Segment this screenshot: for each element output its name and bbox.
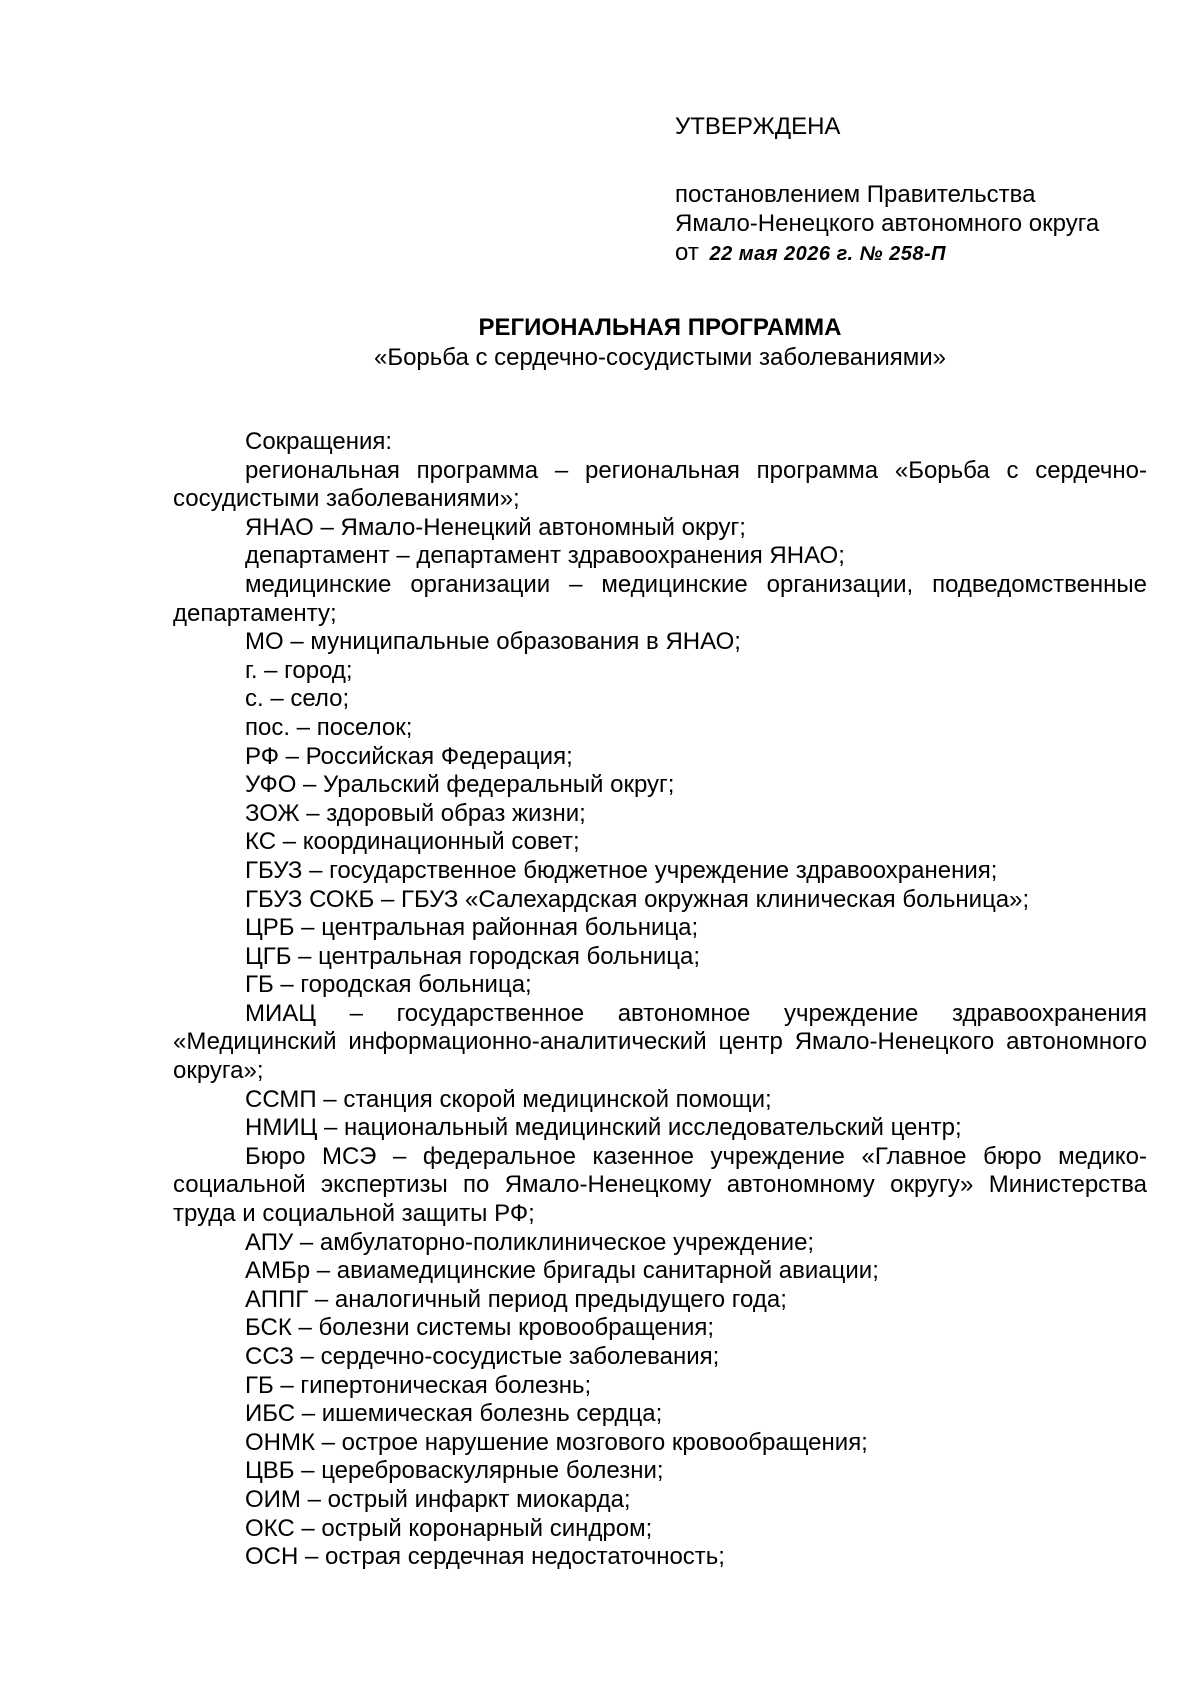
abbreviation-item: Бюро МСЭ – федеральное казенное учреждение «Главное бюро медико-социальной экспертизы по Ямало-Ненецкому автономному округу» Министерства труда и социальной защиты РФ;	[173, 1142, 1147, 1228]
abbreviation-item: ОСН – острая сердечная недостаточность;	[245, 1543, 725, 1571]
document-subtitle: «Борьба с сердечно-сосудистыми заболеваниями»	[373, 344, 947, 371]
abbreviation-item: МИАЦ – государственное автономное учреждение здравоохранения «Медицинский информационно-аналитический центр Ямало-Ненецкого автономного округа»;	[173, 999, 1147, 1085]
abbreviation-item: АМБр – авиамедицинские бригады санитарной авиации;	[245, 1257, 879, 1285]
abbreviation-item: с. – село;	[245, 685, 350, 713]
abbreviation-item: ЦВБ – цереброваскулярные болезни;	[245, 1457, 664, 1485]
approval-stamp-title: УТВЕРЖДЕНА	[675, 113, 841, 140]
abbreviation-item: ЦГБ – центральная городская больница;	[245, 942, 701, 970]
abbreviations-heading: Сокращения:	[245, 428, 393, 455]
abbreviation-item: ГБ – городская больница;	[245, 971, 532, 999]
abbreviation-item: ОИМ – острый инфаркт миокарда;	[245, 1485, 631, 1513]
abbreviation-item: МО – муниципальные образования в ЯНАО;	[245, 628, 741, 656]
abbreviation-item: ЗОЖ – здоровый образ жизни;	[245, 799, 586, 827]
abbreviation-item: ЯНАО – Ямало-Ненецкий автономный округ;	[245, 513, 746, 541]
abbreviation-item: ГБУЗ СОКБ – ГБУЗ «Салехардская окружная клиническая больница»;	[245, 885, 1030, 913]
abbreviations-list	[173, 457, 1147, 1572]
abbreviation-item: пос. – поселок;	[245, 713, 413, 741]
approval-date-line	[675, 238, 1155, 269]
abbreviation-item: ЦРБ – центральная районная больница;	[245, 914, 699, 942]
abbreviation-item: БСК – болезни системы кровообращения;	[245, 1314, 715, 1342]
abbreviation-item: ОНМК – острое нарушение мозгового кровообращения;	[245, 1428, 868, 1456]
abbreviation-item: ГБУЗ – государственное бюджетное учреждение здравоохранения;	[245, 856, 998, 884]
document-title: РЕГИОНАЛЬНАЯ ПРОГРАММА	[478, 314, 842, 341]
approval-date-number: 22 мая 2026 г. № 258-П	[709, 243, 947, 265]
abbreviation-item: АПУ – амбулаторно-поликлиническое учреждение;	[245, 1228, 815, 1256]
abbreviation-item: АППГ – аналогичный период предыдущего года;	[245, 1285, 787, 1313]
abbreviation-item: ГБ – гипертоническая болезнь;	[245, 1371, 592, 1399]
document-title-block	[0, 313, 1200, 373]
abbreviation-item: ОКС – острый коронарный синдром;	[245, 1514, 653, 1542]
abbreviation-item: УФО – Уральский федеральный округ;	[245, 771, 675, 799]
abbreviation-item: ИБС – ишемическая болезнь сердца;	[245, 1400, 663, 1428]
abbreviation-item: г. – город;	[245, 656, 353, 684]
abbreviation-item: медицинские организации – медицинские организации, подведомственные департаменту;	[173, 570, 1147, 627]
abbreviations-section	[173, 428, 1147, 1572]
abbreviation-item: НМИЦ – национальный медицинский исследовательский центр;	[245, 1114, 962, 1142]
approval-line-2: Ямало-Ненецкого автономного округа	[675, 210, 1100, 237]
abbreviation-item: КС – координационный совет;	[245, 828, 580, 856]
abbreviation-item: ССМП – станция скорой медицинской помощи;	[245, 1085, 772, 1113]
approval-date-prefix: от	[675, 239, 699, 266]
approval-block	[675, 112, 1155, 269]
abbreviation-item: РФ – Российская Федерация;	[245, 742, 573, 770]
approval-line-1: постановлением Правительства	[675, 181, 1036, 208]
abbreviation-item: региональная программа – региональная программа «Борьба с сердечно-сосудистыми заболеваниями»;	[173, 456, 1147, 513]
abbreviation-item: департамент – департамент здравоохранения ЯНАО;	[245, 542, 845, 570]
abbreviation-item: ССЗ – сердечно-сосудистые заболевания;	[245, 1343, 720, 1370]
